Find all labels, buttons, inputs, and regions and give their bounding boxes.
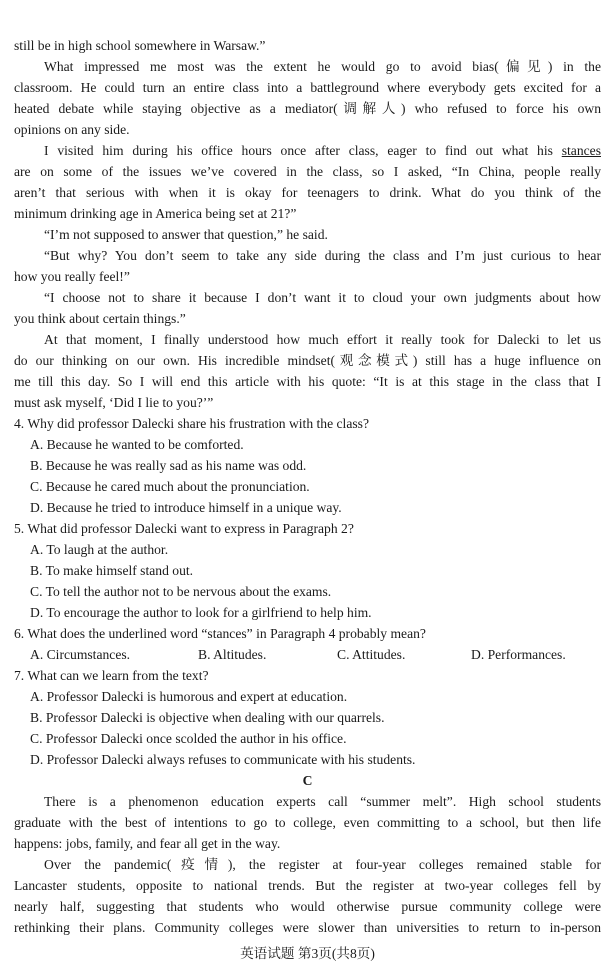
question-6-option-c[interactable]: C. Attitudes. xyxy=(337,647,406,662)
question-4-option-b[interactable]: B. Because he was really sad as his name was odd. xyxy=(30,458,307,473)
passage-line: opinions on any side. xyxy=(14,122,130,137)
question-6-option-a[interactable]: A. Circumstances. xyxy=(30,647,131,662)
passage-line: “I choose not to share it because I don’t want it to cloud your own judgments about how xyxy=(44,290,601,305)
page-footer: 英语试题 第3页(共8页) xyxy=(240,946,375,961)
passage-c-heading: C xyxy=(302,773,313,788)
passage-line: do our thinking on our own. His incredible mindset(观念模式) still has a huge influence on xyxy=(14,353,601,368)
passage-line: you think about certain things.” xyxy=(14,311,186,326)
passage-line: graduate with the best of intentions to go to college, even committing to a school, but then life xyxy=(14,815,601,830)
question-4-option-d[interactable]: D. Because he tried to introduce himself in a unique way. xyxy=(30,500,342,515)
passage-line: classroom. He could turn an entire class into a battleground where everybody gets excited for a xyxy=(14,80,601,95)
passage-line: happens: jobs, family, and fear all get in the way. xyxy=(14,836,281,851)
question-7-option-c[interactable]: C. Professor Dalecki once scolded the author in his office. xyxy=(30,731,347,746)
passage-line: are on some of the issues we’ve covered in the class, so I asked, “In China, people really xyxy=(14,164,601,179)
passage-line: At that moment, I finally understood how much effort it really took for Dalecki to let us xyxy=(44,332,601,347)
question-7-stem: 7. What can we learn from the text? xyxy=(14,668,209,683)
passage-line: still be in high school somewhere in Warsaw.” xyxy=(14,38,266,53)
question-6-stem: 6. What does the underlined word “stances” in Paragraph 4 probably mean? xyxy=(14,626,426,641)
question-5-stem: 5. What did professor Dalecki want to express in Paragraph 2? xyxy=(14,521,354,536)
question-7-option-b[interactable]: B. Professor Dalecki is objective when dealing with our quarrels. xyxy=(30,710,385,725)
passage-line: Over the pandemic(疫情), the register at four-year colleges remained stable for xyxy=(44,857,601,872)
question-6-options xyxy=(30,645,615,665)
passage-line: must ask myself, ‘Did I lie to you?’” xyxy=(14,395,214,410)
question-6-option-b[interactable]: B. Altitudes. xyxy=(198,647,267,662)
passage-line-text: I visited him during his office hours once after class, eager to find out what his xyxy=(44,143,553,158)
question-5-option-c[interactable]: C. To tell the author not to be nervous about the exams. xyxy=(30,584,332,599)
passage-line: aren’t that serious with when it is okay for teenagers to drink. What do you think of the xyxy=(14,185,601,200)
question-4-stem: 4. Why did professor Dalecki share his frustration with the class? xyxy=(14,416,369,431)
passage-line: how you really feel!” xyxy=(14,269,130,284)
question-5-option-a[interactable]: A. To laugh at the author. xyxy=(30,542,169,557)
passage-line: nearly half, suggesting that students who would otherwise pursue community college were xyxy=(14,899,601,914)
question-7-option-a[interactable]: A. Professor Dalecki is humorous and expert at education. xyxy=(30,689,348,704)
passage-line: me till this day. So I will end this article with his quote: “It is at this stage in the class that I xyxy=(14,374,601,389)
passage-line xyxy=(44,141,601,161)
question-6-option-d[interactable]: D. Performances. xyxy=(471,647,566,662)
question-4-option-c[interactable]: C. Because he cared much about the pronunciation. xyxy=(30,479,310,494)
underlined-word-stances: stances xyxy=(561,143,601,158)
question-4-option-a[interactable]: A. Because he wanted to be comforted. xyxy=(30,437,244,452)
passage-line: rethinking their plans. Community colleges were slower than universities to return to in-person xyxy=(14,920,601,935)
question-5-option-b[interactable]: B. To make himself stand out. xyxy=(30,563,194,578)
passage-line: “But why? You don’t seem to take any side during the class and I’m just curious to hear xyxy=(44,248,601,263)
question-5-option-d[interactable]: D. To encourage the author to look for a girlfriend to help him. xyxy=(30,605,372,620)
passage-line: minimum drinking age in America being set at 21?” xyxy=(14,206,297,221)
passage-line: There is a phenomenon education experts call “summer melt”. High school students xyxy=(44,794,601,809)
question-7-option-d[interactable]: D. Professor Dalecki always refuses to communicate with his students. xyxy=(30,752,416,767)
passage-line: heated debate while staying objective as a mediator(调解人) who refused to force his own xyxy=(14,101,601,116)
passage-line: Lancaster students, opposite to national trends. But the register at two-year colleges fell by xyxy=(14,878,601,893)
passage-line: “I’m not supposed to answer that question,” he said. xyxy=(44,227,328,242)
passage-line: What impressed me most was the extent he would go to avoid bias(偏见) in the xyxy=(44,59,601,74)
